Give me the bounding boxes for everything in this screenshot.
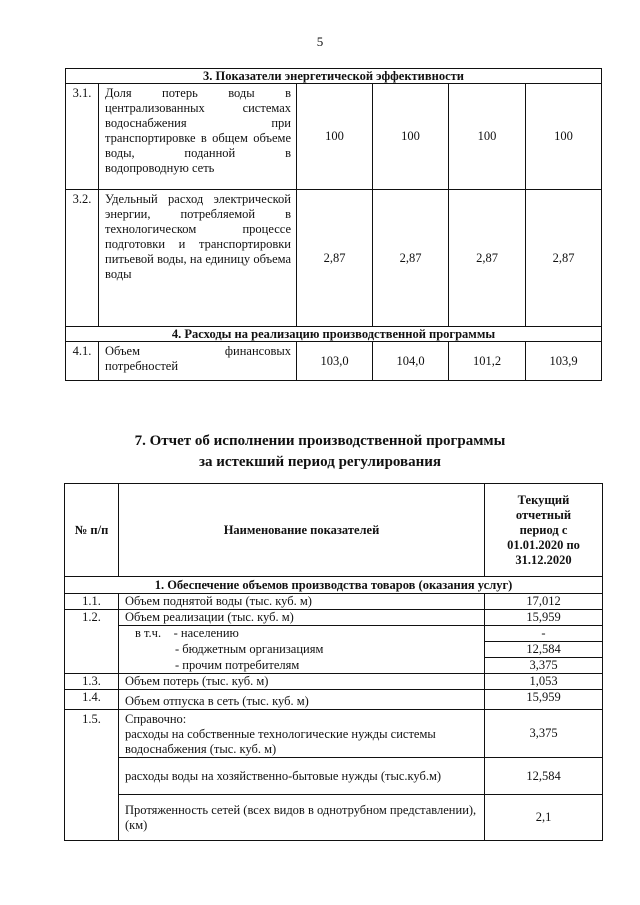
table-row xyxy=(65,795,603,841)
value-cell: 2,87 xyxy=(297,190,373,327)
value-cell: 15,959 xyxy=(485,690,603,710)
table-row xyxy=(65,610,603,626)
header-num: № п/п xyxy=(65,484,119,577)
page-number: 5 xyxy=(316,34,324,49)
row-number: 3.2. xyxy=(66,190,99,327)
indicator-name: Объем потерь (тыс. куб. м) xyxy=(119,674,485,690)
report-title-line-2: за истекший период регулирования xyxy=(198,454,442,470)
row-number: 4.1. xyxy=(66,342,99,381)
value-cell: 100 xyxy=(373,84,449,190)
value-cell: 104,0 xyxy=(373,342,449,381)
table-row xyxy=(65,642,603,658)
reference-text: расходы на собственные технологические нужды системы водоснабжения (тыс. куб. м) xyxy=(125,727,436,756)
indicator-name: Объем поднятой воды (тыс. куб. м) xyxy=(119,594,485,610)
value-cell: 2,87 xyxy=(373,190,449,327)
table-row xyxy=(65,658,603,674)
row-number: 1.2. xyxy=(65,610,119,674)
table-row xyxy=(66,190,602,327)
value-cell: 100 xyxy=(526,84,602,190)
value-cell: - xyxy=(485,626,603,642)
header-period: Текущий отчетный период с 01.01.2020 по 31.12.2020 xyxy=(485,484,603,577)
indicator-name: Объем финансовых потребностей xyxy=(99,342,297,381)
value-cell: 12,584 xyxy=(485,642,603,658)
value-cell: 101,2 xyxy=(449,342,526,381)
value-cell: 103,9 xyxy=(526,342,602,381)
section-3-title: 3. Показатели энергетической эффективности xyxy=(66,69,602,84)
value-cell: 2,1 xyxy=(485,795,603,841)
table-row xyxy=(65,594,603,610)
indicator-name: Объем отпуска в сеть (тыс. куб. м) xyxy=(119,690,485,710)
indicator-name: в т.ч. - населению xyxy=(119,626,485,642)
indicator-name: расходы воды на хозяйственно-бытовые нужды (тыс.куб.м) xyxy=(119,758,485,795)
value-cell: 12,584 xyxy=(485,758,603,795)
indicator-name: - бюджетным организациям xyxy=(119,642,485,658)
indicator-name: Удельный расход электрической энергии, потребляемой в технологическом процессе подготовки и транспортировки питьевой воды, на единицу объема воды xyxy=(99,190,297,327)
value-cell: 1,053 xyxy=(485,674,603,690)
value-cell: 3,375 xyxy=(485,710,603,758)
table-row xyxy=(65,710,603,758)
value-cell: 15,959 xyxy=(485,610,603,626)
table-row xyxy=(65,690,603,710)
value-cell: 2,87 xyxy=(449,190,526,327)
reference-label: Справочно: xyxy=(125,712,187,726)
row-number: 1.3. xyxy=(65,674,119,690)
indicator-name: Протяженность сетей (всех видов в однотрубном представлении), (км) xyxy=(119,795,485,841)
indicator-name: Доля потерь воды в централизованных системах водоснабжения при транспортировке в общем объеме воды, поданной в водопроводную сеть xyxy=(99,84,297,190)
value-cell: 100 xyxy=(449,84,526,190)
table-row xyxy=(65,758,603,795)
row-number: 1.1. xyxy=(65,594,119,610)
table-row xyxy=(65,626,603,642)
value-cell: 100 xyxy=(297,84,373,190)
section-1-title: 1. Обеспечение объемов производства товаров (оказания услуг) xyxy=(65,577,603,594)
value-cell: 17,012 xyxy=(485,594,603,610)
table-row xyxy=(66,342,602,381)
row-number: 1.5. xyxy=(65,710,119,841)
value-cell: 3,375 xyxy=(485,658,603,674)
row-number: 1.4. xyxy=(65,690,119,710)
indicator-name xyxy=(119,710,485,758)
program-report-table xyxy=(64,483,603,841)
report-title-line-1: 7. Отчет об исполнении производственной программы xyxy=(134,433,506,449)
indicator-name: - прочим потребителям xyxy=(119,658,485,674)
value-cell: 103,0 xyxy=(297,342,373,381)
table-row xyxy=(65,674,603,690)
table-row xyxy=(66,84,602,190)
value-cell: 2,87 xyxy=(526,190,602,327)
header-name: Наименование показателей xyxy=(119,484,485,577)
indicator-name: Объем реализации (тыс. куб. м) xyxy=(119,610,485,626)
section-4-title: 4. Расходы на реализацию производственной программы xyxy=(66,327,602,342)
efficiency-indicators-table xyxy=(65,68,602,381)
row-number: 3.1. xyxy=(66,84,99,190)
